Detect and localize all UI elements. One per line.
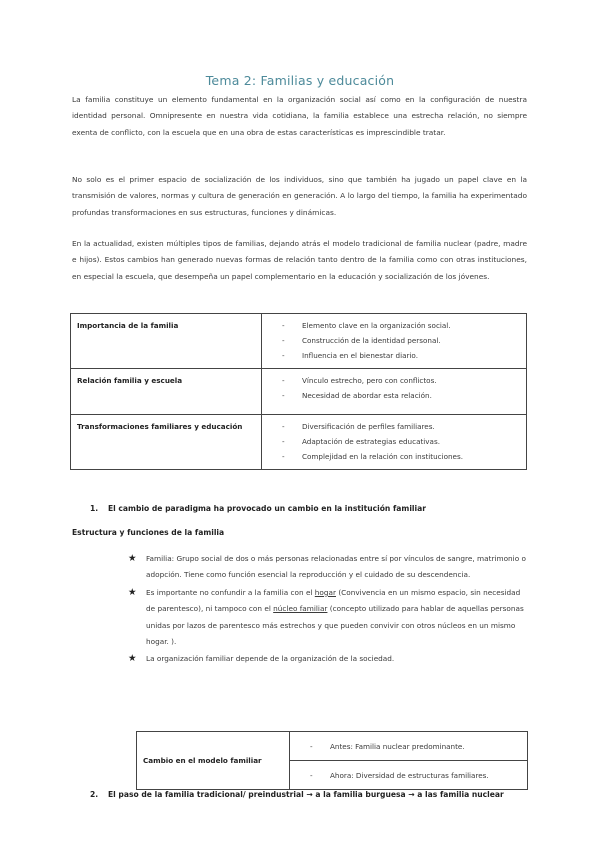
term-hogar: hogar xyxy=(314,587,336,597)
model-change-table xyxy=(136,731,528,790)
list-item xyxy=(128,551,528,584)
summary-table xyxy=(70,313,527,470)
section-heading: Estructura y funciones de la familia xyxy=(72,528,225,537)
bullet-text: Familia: Grupo social de dos o más personas relacionadas entre sí por vínculos de sangre, matrimonio o adopción. Tiene como función esencial la reproducción y el cuidado de su descendencia. xyxy=(146,554,526,580)
model-change-before xyxy=(290,732,528,761)
table-row xyxy=(71,369,527,415)
table-row xyxy=(137,732,528,761)
intro-paragraph-1: La familia constituye un elemento fundamental en la organización social así como en la configuración de nuestra identidad personal. Omnipresente en nuestra vida cotidiana, la familia establece una estrecha relación, no siempre exenta de conflicto, con la escuela que en una obra de estas características es imprescindible tratar. xyxy=(72,95,527,137)
row-key-transformaciones: Transformaciones familiares y educación xyxy=(71,415,262,470)
bullet-text: La organización familiar depende de la organización de la sociedad. xyxy=(146,654,395,664)
term-nucleo-familiar: núcleo familiar xyxy=(273,604,328,614)
list-item: - Elemento clave en la organización social. xyxy=(282,318,520,333)
row-key-importancia: Importancia de la familia xyxy=(71,314,262,369)
list-item: - Ahora: Diversidad de estructuras familiares. xyxy=(310,771,521,780)
intro-paragraph-3: En la actualidad, existen múltiples tipos de familias, dejando atrás el modelo tradicional de familia nuclear (padre, madre e hijos). Estos cambios han generado nuevas formas de relación tanto dentro de la familia como con otras instituciones, en especial la escuela, que desempeña un papel complementario en la educación y socialización de los jóvenes. xyxy=(72,239,527,281)
list-item: - Influencia en el bienestar diario. xyxy=(282,348,520,363)
list-item: - Necesidad de abordar esta relación. xyxy=(282,388,520,403)
page-title: Tema 2: Familias y educación xyxy=(205,73,395,88)
list-item: - Construcción de la identidad personal. xyxy=(282,333,520,348)
list-item: - Antes: Familia nuclear predominante. xyxy=(310,742,521,751)
bullet-text: Es importante no confundir a la familia con el xyxy=(146,587,315,597)
list-item: - Complejidad en la relación con instituciones. xyxy=(282,449,520,464)
heading-text: El cambio de paradigma ha provocado un cambio en la institución familiar xyxy=(108,504,426,513)
bullet-text: (concepto utilizado para hablar de aquellas personas unidas por lazos de parentesco más estrechos y que pueden convivir con otros núcleos en un mismo hogar. ). xyxy=(146,604,524,647)
numbered-heading-2 xyxy=(90,790,504,799)
list-item xyxy=(128,651,528,667)
row-value-transformaciones xyxy=(262,415,527,470)
heading-number: 1. xyxy=(90,504,99,513)
list-item: - Adaptación de estrategias educativas. xyxy=(282,434,520,449)
model-change-after xyxy=(290,761,528,790)
heading-number: 2. xyxy=(90,790,99,799)
star-icon: ★ xyxy=(128,553,137,564)
table-row xyxy=(71,314,527,369)
numbered-heading-1 xyxy=(90,504,426,513)
row-key-relacion: Relación familia y escuela xyxy=(71,369,262,415)
row-value-importancia xyxy=(262,314,527,369)
intro-paragraph-2: No solo es el primer espacio de socialización de los individuos, sino que también ha jugado un papel clave en la transmisión de valores, normas y cultura de generación en generación. A lo largo del tiempo, la familia ha experimentado profundas transformaciones en sus estructuras, funciones y dinámicas. xyxy=(72,175,527,217)
list-item: - Diversificación de perfiles familiares. xyxy=(282,419,520,434)
list-item xyxy=(128,585,528,651)
list-item: - Vínculo estrecho, pero con conflictos. xyxy=(282,373,520,388)
table-row xyxy=(71,415,527,470)
heading-text: El paso de la familia tradicional/ preindustrial → a la familia burguesa → a las familia nuclear xyxy=(108,790,504,799)
row-value-relacion xyxy=(262,369,527,415)
star-icon: ★ xyxy=(128,586,137,598)
model-change-key: Cambio en el modelo familiar xyxy=(137,732,290,790)
star-icon: ★ xyxy=(128,653,137,665)
bullet-text: (Convivencia en un mismo espacio, sin necesidad de parentesco), ni tampoco con el xyxy=(146,587,521,614)
star-list xyxy=(128,551,528,669)
